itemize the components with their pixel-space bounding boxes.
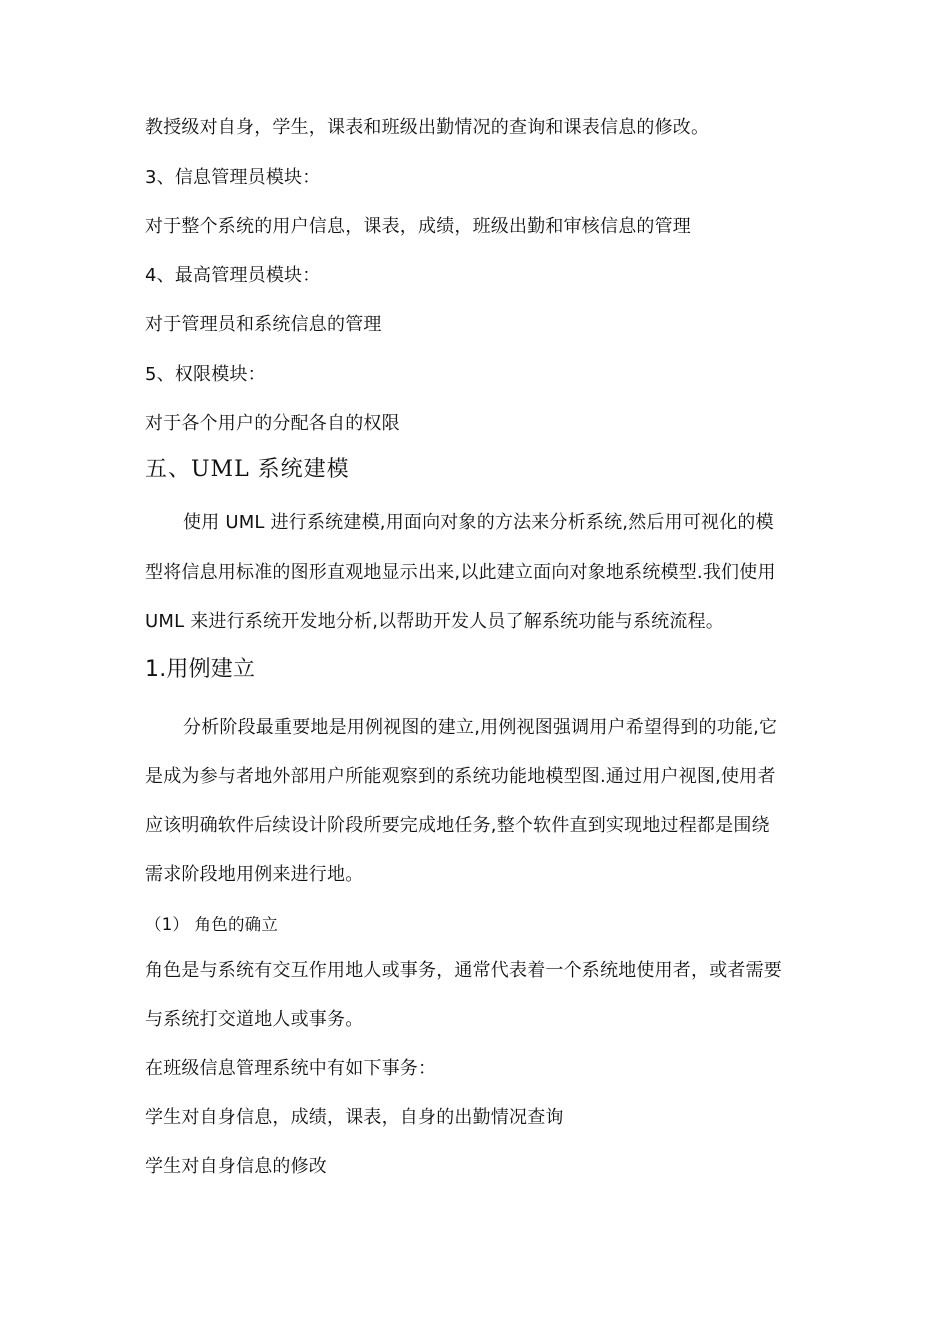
role-heading: （1） 角色的确立 xyxy=(145,915,279,934)
text-line-module-3: 3、信息管理员模块： xyxy=(145,167,321,188)
uml-paragraph-line: UML 来进行系统开发地分析,以帮助开发人员了解系统功能与系统流程。 xyxy=(145,611,724,632)
text-line-module-5: 5、权限模块： xyxy=(145,364,266,385)
text-line-professor-functions: 教授级对自身，学生，课表和班级出勤情况的查询和课表信息的修改。 xyxy=(145,117,710,138)
text-line-module-5-desc: 对于各个用户的分配各自的权限 xyxy=(145,413,400,434)
uml-paragraph-line: 型将信息用标准的图形直观地显示出来,以此建立面向对象地系统模型.我们使用 xyxy=(145,562,776,583)
usecase-paragraph-line: 分析阶段最重要地是用例视图的建立,用例视图强调用户希望得到的功能,它 xyxy=(183,717,778,738)
usecase-paragraph-line: 应该明确软件后续设计阶段所要完成地任务,整个软件直到实现地过程都是围绕 xyxy=(145,815,770,836)
uml-paragraph-line: 使用 UML 进行系统建模,用面向对象的方法来分析系统,然后用可视化的模 xyxy=(183,512,774,533)
section-heading: 五、UML 系统建模 xyxy=(145,457,350,482)
subheading: 1.用例建立 xyxy=(145,657,256,682)
usecase-paragraph-line: 是成为参与者地外部用户所能观察到的系统功能地模型图.通过用户视图,使用者 xyxy=(145,766,776,787)
role-line: 学生对自身信息的修改 xyxy=(145,1156,327,1177)
text-line-module-4-desc: 对于管理员和系统信息的管理 xyxy=(145,314,382,335)
role-line: 在班级信息管理系统中有如下事务： xyxy=(145,1058,437,1079)
role-line: 与系统打交道地人或事务。 xyxy=(145,1009,364,1030)
usecase-paragraph-line: 需求阶段地用例来进行地。 xyxy=(145,864,364,885)
text-line-module-4: 4、最高管理员模块： xyxy=(145,265,321,286)
role-line: 学生对自身信息，成绩，课表，自身的出勤情况查询 xyxy=(145,1107,564,1128)
text-line-module-3-desc: 对于整个系统的用户信息，课表，成绩，班级出勤和审核信息的管理 xyxy=(145,216,691,237)
role-line: 角色是与系统有交互作用地人或事务，通常代表着一个系统地使用者，或者需要 xyxy=(145,960,782,981)
